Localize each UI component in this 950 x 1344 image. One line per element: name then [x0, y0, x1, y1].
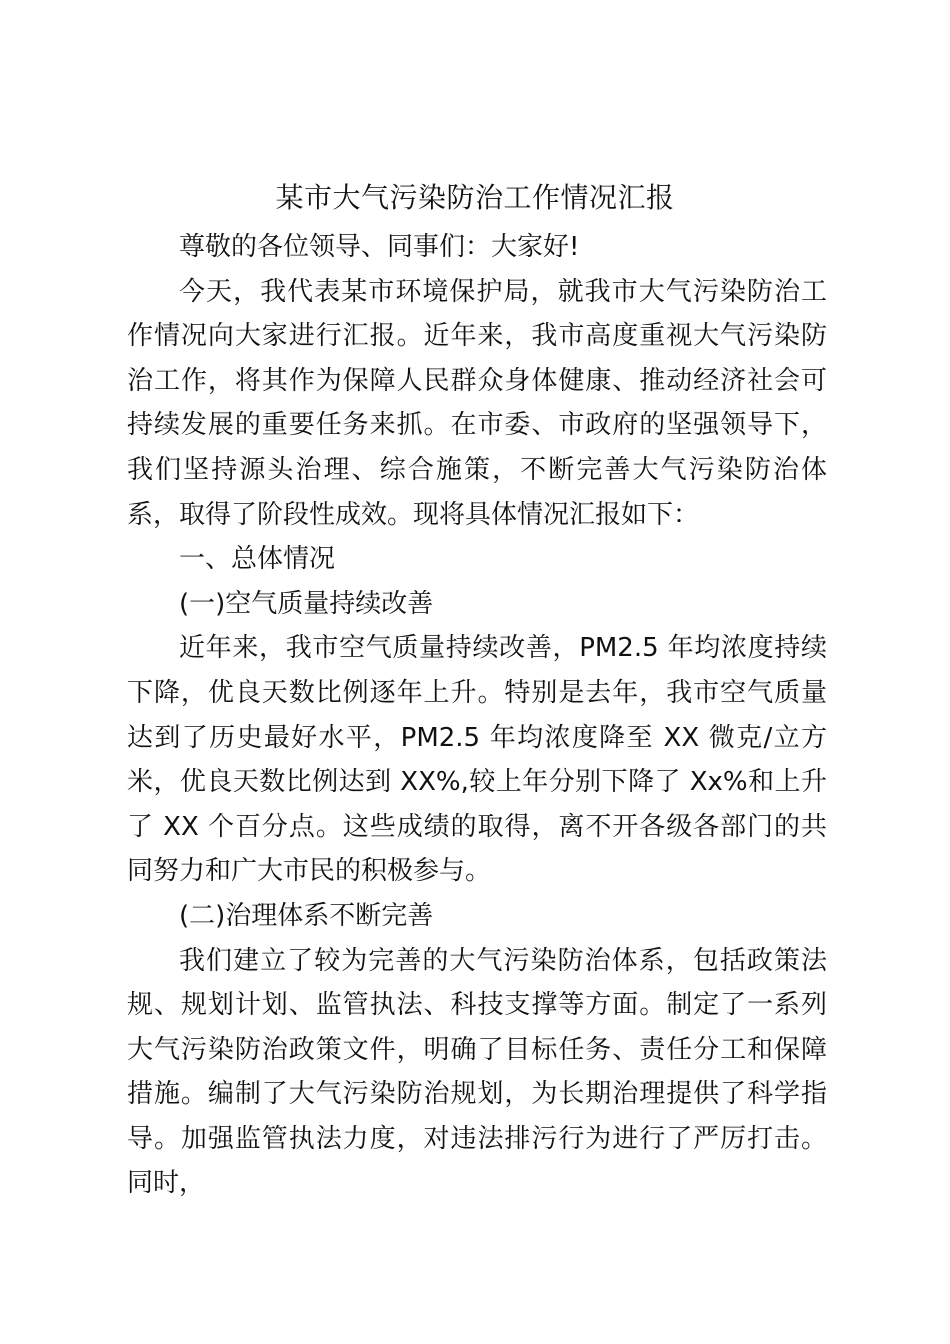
governance-paragraph: 我们建立了较为完善的大气污染防治体系，包括政策法规、规划计划、监管执法、科技支撑等方面。制定了一系列大气污染防治政策文件，明确了目标任务、责任分工和保障措施。编制了大气污染防治规划，为长期治理提供了科学指导。加强监管执法力度，对违法排污行为进行了严厉打击。同时， — [127, 945, 827, 1199]
document-body — [127, 225, 827, 1206]
greeting-paragraph: 尊敬的各位领导、同事们：大家好! — [179, 232, 580, 262]
air-quality-paragraph: 近年来，我市空气质量持续改善，PM2.5 年均浓度持续下降，优良天数比例逐年上升。特别是去年，我市空气质量达到了历史最好水平，PM2.5 年均浓度降至 XX 微克/立方米，优良天数比例达到 XX%,较上年分别下降了 Xx%和上升了 XX 个百分点。这些成绩的取得，离不开各级各部门的共同努力和广大市民的积极参与。 — [127, 633, 827, 887]
document-title: 某市大气污染防治工作情况汇报 — [275, 181, 675, 214]
section-heading-overall: 一、总体情况 — [179, 544, 336, 575]
subsection-heading-air-quality: (一)空气质量持续改善 — [179, 588, 434, 619]
intro-paragraph: 今天，我代表某市环境保护局，就我市大气污染防治工作情况向大家进行汇报。近年来，我市高度重视大气污染防治工作，将其作为保障人民群众身体健康、推动经济社会可持续发展的重要任务来抓。在市委、市政府的坚强领导下，我们坚持源头治理、综合施策，不断完善大气污染防治体系，取得了阶段性成效。现将具体情况汇报如下： — [127, 276, 827, 530]
subsection-heading-governance: (二)治理体系不断完善 — [179, 900, 434, 931]
